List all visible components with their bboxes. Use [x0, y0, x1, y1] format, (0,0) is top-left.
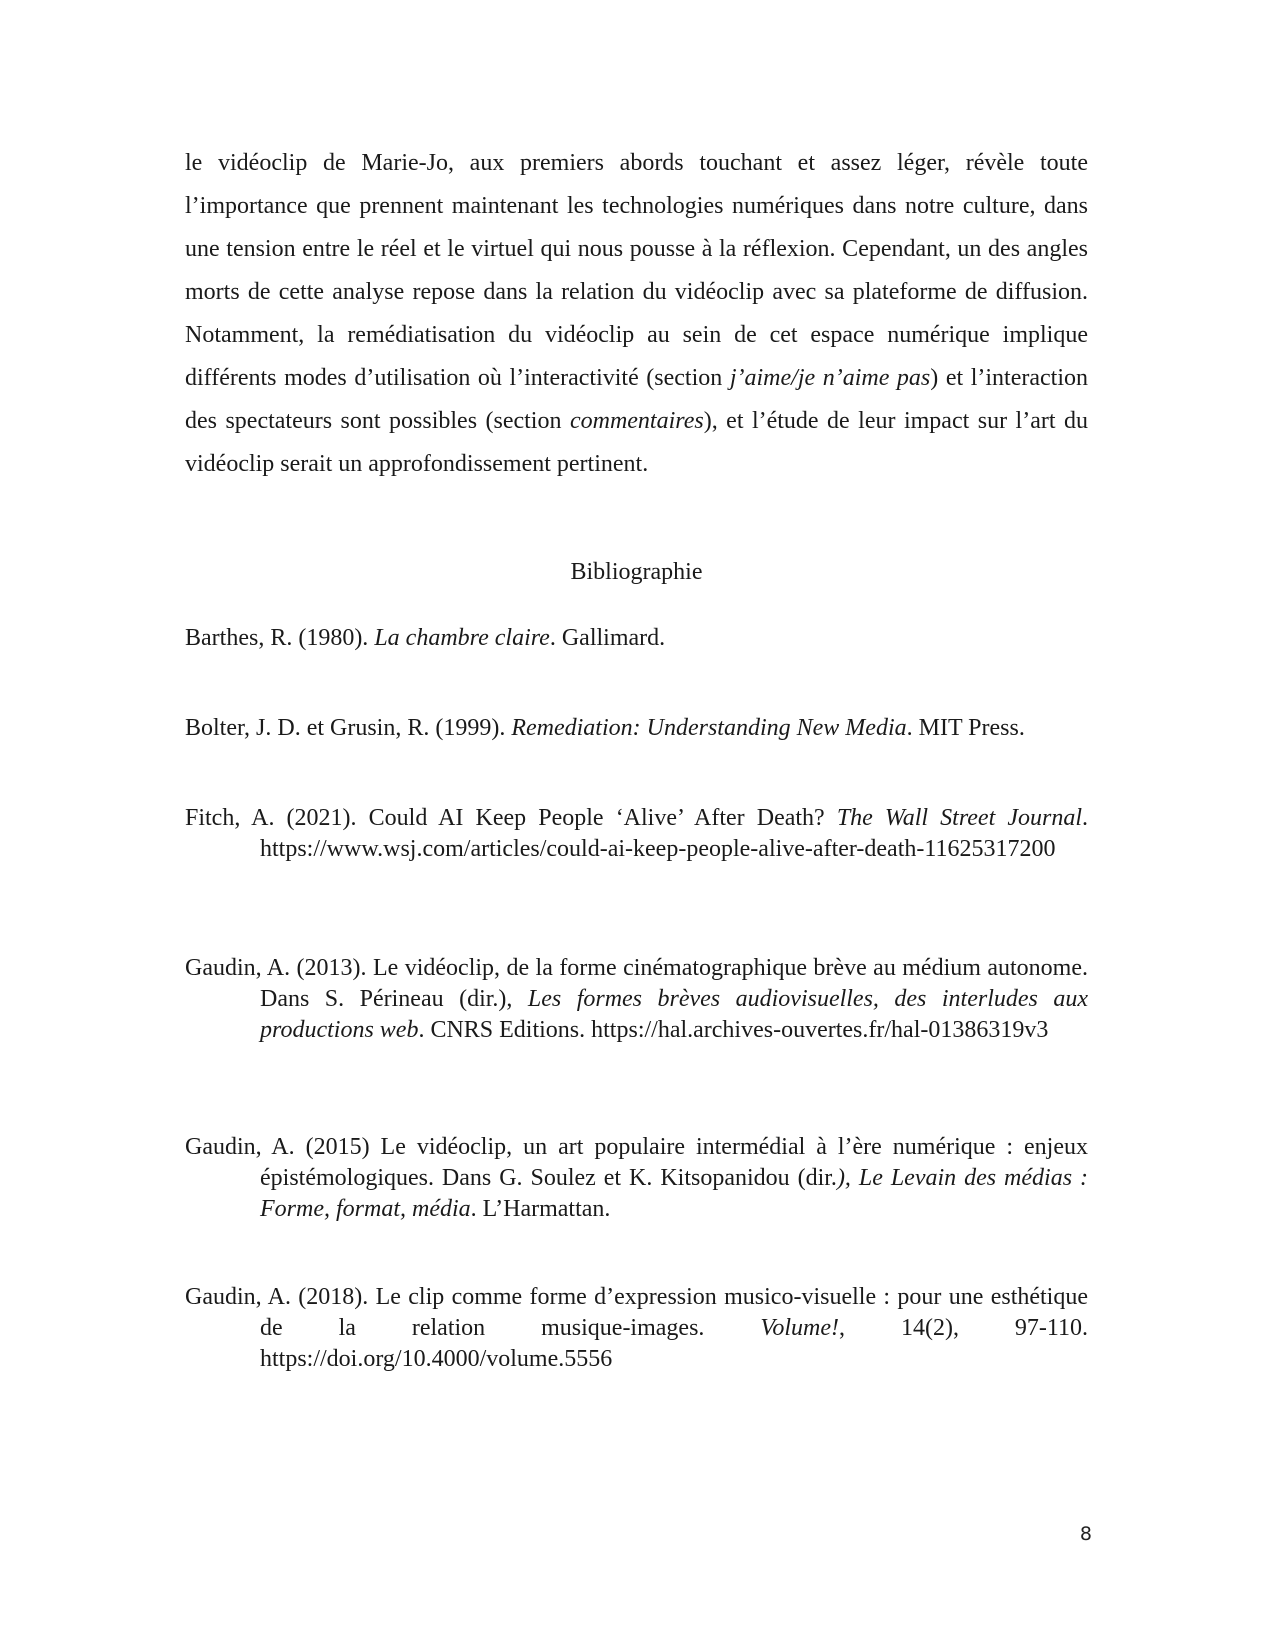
- bibliography-entry: [185, 953, 1088, 1046]
- bibliography-entry: [185, 1282, 1088, 1375]
- entry-text: Bolter, J. D. et Grusin, R. (1999).: [185, 715, 512, 741]
- page-number: 8: [1079, 1523, 1092, 1545]
- entry-title-italic: Les formes brèves audiovisuelles, des interludes aux productions web: [260, 986, 1088, 1043]
- entry-text: Barthes, R. (1980).: [185, 625, 375, 651]
- bibliography-entry: [185, 713, 1088, 744]
- entry-text: . Gallimard.: [549, 625, 666, 651]
- bibliography-heading: Bibliographie: [570, 559, 703, 585]
- bibliography-entry: [185, 803, 1088, 865]
- bibliography-entry: [185, 623, 1088, 654]
- entry-text: . CNRS Editions. https://hal.archives-ouvertes.fr/hal-01386319v3: [418, 1017, 1049, 1043]
- paragraph-text-1: le vidéoclip de Marie-Jo, aux premiers abords touchant et assez léger, révèle toute l’importance que prennent maintenant les technologies numériques dans notre culture, dans une tension entre le réel et le virtuel qui nous pousse à la réflexion. Cependant, un des angles morts de cette analyse repose dans la relation du vidéoclip avec sa plateforme de diffusion. Notamment, la remédiatisation du vidéoclip au sein de cet espace numérique implique différents modes d’utilisation où l’interactivité (section: [185, 150, 1088, 391]
- entry-text: . MIT Press.: [906, 715, 1025, 741]
- entry-text: Gaudin, A. (2013). Le vidéoclip, de la forme cinématographique brève au médium autonome. Dans S. Périneau (dir.),: [185, 955, 1088, 1012]
- entry-text: Fitch, A. (2021). Could AI Keep People ‘Alive’ After Death?: [185, 805, 837, 831]
- bibliography-entry: [185, 1132, 1088, 1225]
- entry-text: Gaudin, A. (2015) Le vidéoclip, un art populaire intermédial à l’ère numérique : enjeux épistémologiques. Dans G. Soulez et K. Kitsopanidou (dir.: [185, 1134, 1088, 1191]
- entry-title-italic: La chambre claire: [374, 625, 550, 651]
- entry-text: Gaudin, A. (2018). Le clip comme forme d’expression musico-visuelle : pour une esthétique de la relation musique-images.: [185, 1284, 1088, 1341]
- paragraph-text-2: ) et l’interaction des spectateurs sont possibles (section: [185, 365, 1089, 434]
- entry-text: , 14(2), 97-110. https://doi.org/10.4000/volume.5556: [260, 1315, 1088, 1372]
- entry-title-italic: Volume!: [760, 1315, 840, 1341]
- entry-title-italic: The Wall Street Journal: [836, 805, 1083, 831]
- paragraph-text-3: ), et l’étude de leur impact sur l’art du vidéoclip serait un approfondissement pertinent.: [185, 408, 1088, 477]
- entry-title-italic: Remediation: Understanding New Media: [511, 715, 907, 741]
- document-page: [185, 0, 1088, 1650]
- paragraph-italic-likes: j’aime/je n’aime pas: [729, 365, 931, 391]
- entry-text: . https://www.wsj.com/articles/could-ai-keep-people-alive-after-death-11625317200: [260, 805, 1089, 862]
- body-paragraph: [185, 142, 1088, 486]
- entry-text: . L’Harmattan.: [470, 1196, 611, 1222]
- paragraph-italic-comments: commentaires: [569, 408, 704, 434]
- entry-title-italic: ), Le Levain des médias : Forme, format, média: [260, 1165, 1088, 1222]
